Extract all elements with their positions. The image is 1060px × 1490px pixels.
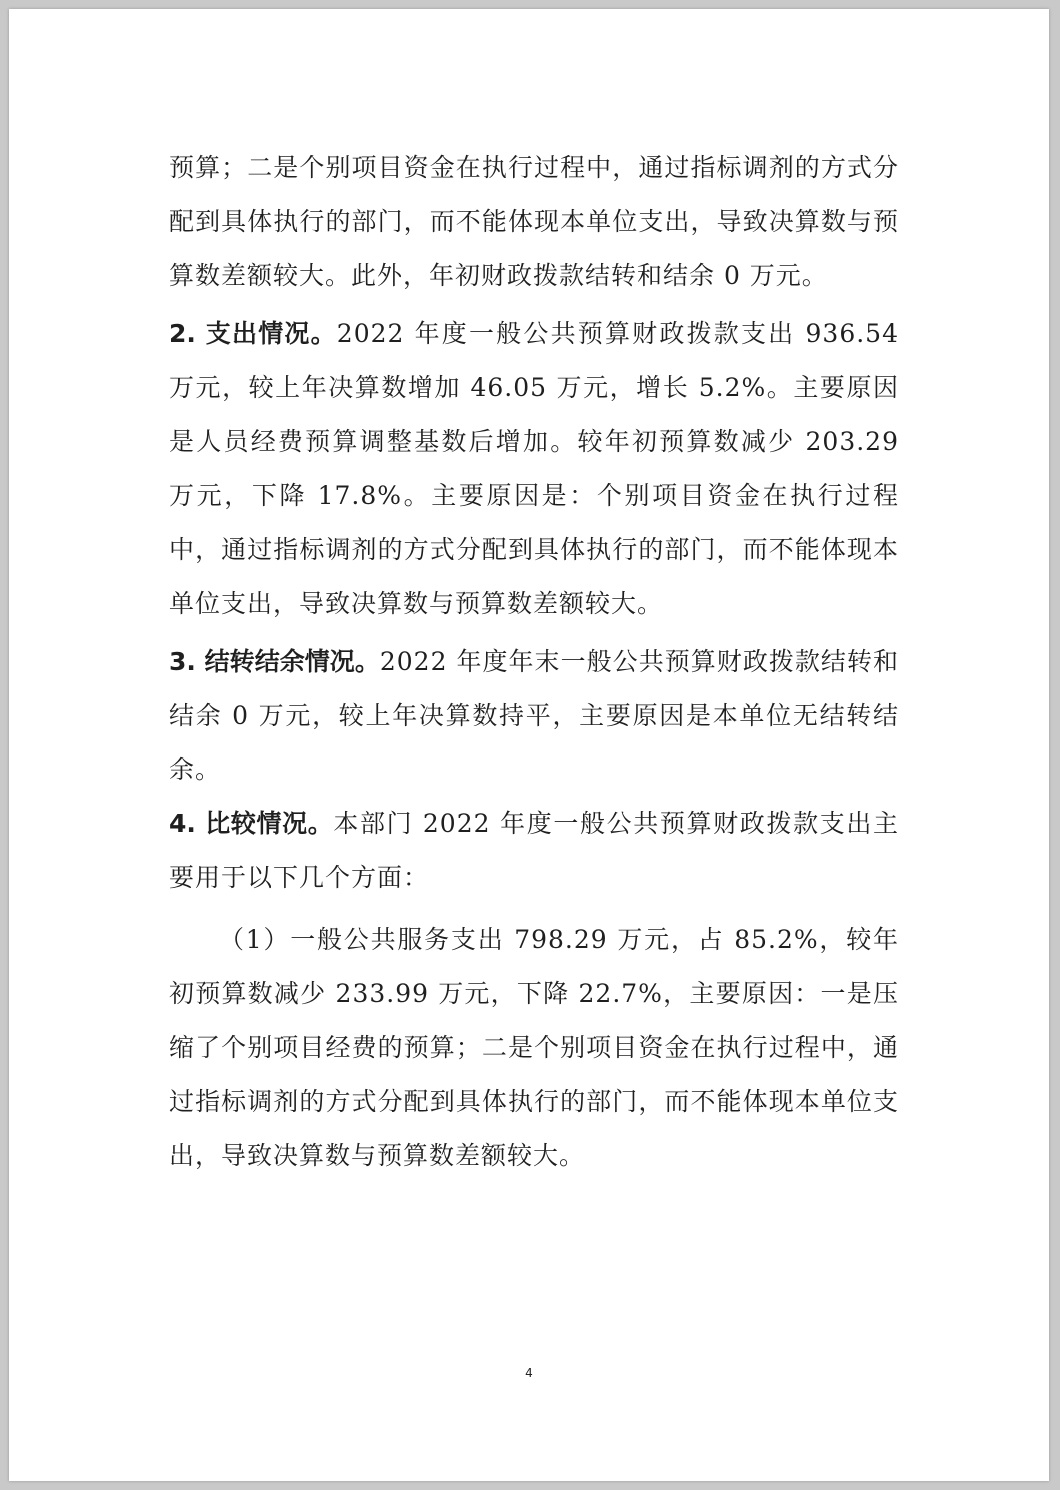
section-label-expenditure: 2. 支出情况。 <box>169 319 337 348</box>
section-label-carryover: 3. 结转结余情况。 <box>169 647 380 676</box>
section-text-carryover: 2022 年度年末一般公共预算财政拨款结转和结余 0 万元，较上年决算数持平，主要原因是本单位无结转结余。 <box>169 647 899 784</box>
paragraph-comparison <box>169 797 899 905</box>
section-text-expenditure: 2022 年度一般公共预算财政拨款支出 936.54 万元，较上年决算数增加 46.05 万元，增长 5.2%。主要原因是人员经费预算调整基数后增加。较年初预算数减少 203.29 万元，下降 17.8%。主要原因是：个别项目资金在执行过程中，通过指标调剂的方式分配到具体执行的部门，而不能体现本单位支出，导致决算数与预算数差额较大。 <box>169 319 899 618</box>
section-label-comparison: 4. 比较情况。 <box>169 809 334 838</box>
paragraph-budget-continuation: 预算；二是个别项目资金在执行过程中，通过指标调剂的方式分配到具体执行的部门，而不能体现本单位支出，导致决算数与预算数差额较大。此外，年初财政拨款结转和结余 0 万元。 <box>169 153 899 290</box>
paragraph-carryover <box>169 635 899 797</box>
paragraph-public-service: （1）一般公共服务支出 798.29 万元，占 85.2%，较年初预算数减少 233.99 万元，下降 22.7%，主要原因：一是压缩了个别项目经费的预算；二是个别项目资金在执行过程中，通过指标调剂的方式分配到具体执行的部门，而不能体现本单位支出，导致决算数与预算数差额较大。 <box>169 925 899 1170</box>
document-page <box>9 9 1049 1481</box>
section-text-comparison: 本部门 2022 年度一般公共预算财政拨款支出主要用于以下几个方面： <box>169 809 899 892</box>
page-number: 4 <box>525 1366 533 1380</box>
document-body <box>169 141 899 1183</box>
paragraph-expenditure <box>169 307 899 631</box>
